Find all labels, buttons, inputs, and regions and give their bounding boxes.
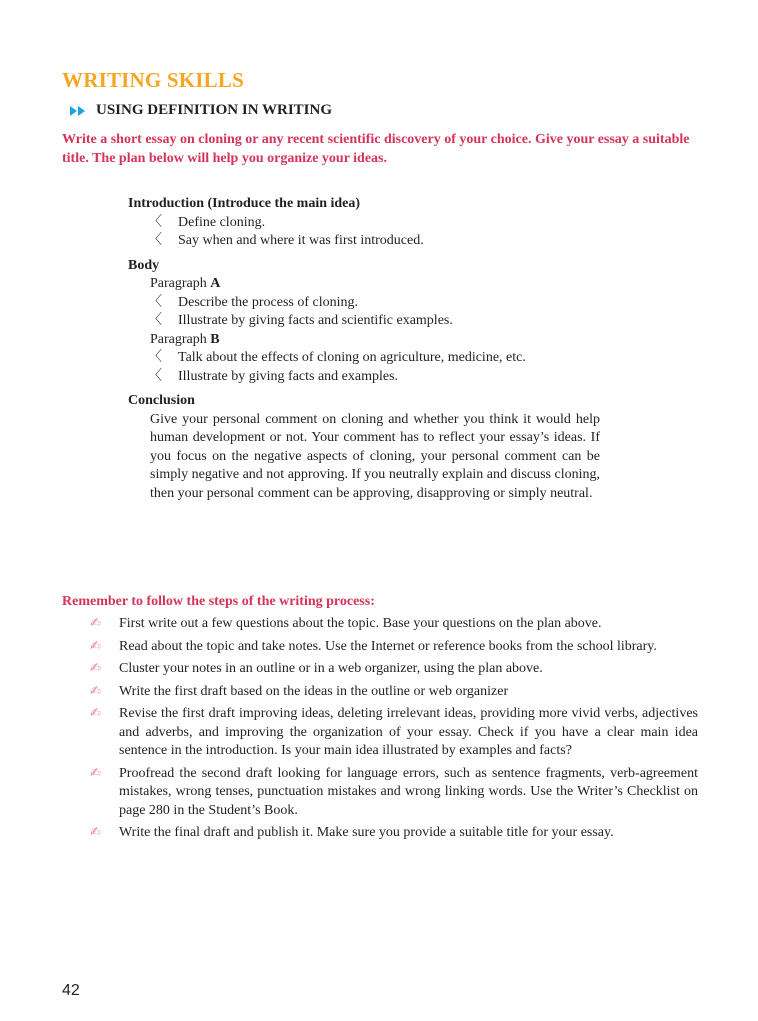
step-text: Read about the topic and take notes. Use the Internet or reference books from the school library. [119, 638, 657, 654]
item-text: Illustrate by giving facts and scientific examples. [178, 313, 453, 328]
step-text: First write out a few questions about the topic. Base your questions on the plan above. [119, 616, 602, 631]
angle-bullet-icon: 〈 [148, 350, 162, 365]
paragraph-b-label [128, 331, 608, 350]
angle-bullet-icon: 〈 [148, 233, 162, 248]
step-item [90, 824, 698, 843]
step-item [90, 660, 698, 679]
step-item [90, 705, 698, 761]
pen-icon: ✍ [90, 765, 101, 781]
angle-bullet-icon: 〈 [148, 214, 162, 230]
pen-icon: ✍ [90, 661, 101, 676]
process-heading: Remember to follow the steps of the writing process: [62, 594, 375, 609]
item-text: Illustrate by giving facts and examples. [178, 368, 399, 384]
conclusion-text: Give your personal comment on cloning and whether you think it would help human development or not. Your comment has to reflect your essay’s ideas. If you focus on the negative aspects of cloning, your personal comment can be simply negative and not approving. If you neutrally explain and discuss cloning, then your personal comment can be approving, disapproving or simply neutral. [150, 411, 600, 501]
step-text: Cluster your notes in an outline or in a web organizer, using the plan above. [119, 661, 543, 676]
item-text: Define cloning. [178, 214, 266, 230]
page-number: 42 [62, 982, 80, 999]
step-item [90, 638, 698, 657]
introduction-heading: Introduction (Introduce the main idea) [128, 196, 361, 211]
subtitle-text: USING DEFINITION IN WRITING [96, 102, 333, 118]
item-text: Talk about the effects of cloning on agriculture, medicine, etc. [178, 350, 526, 365]
pen-icon: ✍ [90, 683, 101, 699]
list-item [128, 232, 608, 251]
step-item [90, 615, 698, 634]
list-item [128, 349, 608, 368]
double-arrow-icon [68, 105, 88, 117]
angle-bullet-icon: 〈 [148, 313, 162, 328]
pen-icon: ✍ [90, 825, 101, 840]
paragraph-label: Paragraph [150, 276, 211, 291]
step-item [90, 765, 698, 821]
step-text: Revise the first draft improving ideas, deleting irrelevant ideas, providing more vivid verbs, adjectives and adverbs, and improving the organization of your essay. Check if you have a clear main idea sentence in the introduction. Is your main idea illustrated by examples and facts? [119, 706, 698, 758]
paragraph-label: Paragraph [150, 331, 211, 347]
instruction-text: Write a short essay on cloning or any recent scientific discovery of your choice. Give your essay a suitable title. The plan below will help you organize your ideas. [62, 132, 690, 166]
pen-icon: ✍ [90, 638, 101, 654]
list-item [128, 294, 608, 313]
angle-bullet-icon: 〈 [148, 294, 162, 310]
step-text: Write the final draft and publish it. Make sure you provide a suitable title for your essay. [119, 825, 614, 840]
list-item [128, 312, 608, 331]
step-text: Write the first draft based on the ideas in the outline or web organizer [119, 683, 509, 699]
conclusion-heading: Conclusion [128, 393, 195, 408]
item-text: Say when and where it was first introduced. [178, 233, 424, 248]
item-text: Describe the process of cloning. [178, 294, 358, 310]
paragraph-a-label [128, 275, 608, 294]
angle-bullet-icon: 〈 [148, 368, 162, 384]
step-text: Proofread the second draft looking for language errors, such as sentence fragments, verb-agreement mistakes, wrong tenses, punctuation mistakes and wrong linking words. Use the Writer’s Checklist on page 280 in the Student’s Book. [119, 765, 698, 818]
paragraph-letter: A [210, 276, 221, 291]
list-item [128, 368, 608, 387]
list-item [128, 214, 608, 233]
process-steps [90, 615, 698, 847]
paragraph-letter: B [210, 331, 220, 347]
step-item [90, 683, 698, 702]
body-heading: Body [128, 257, 160, 273]
pen-icon: ✍ [90, 706, 101, 721]
pen-icon: ✍ [90, 616, 101, 631]
section-title: WRITING SKILLS [62, 68, 244, 92]
section-subtitle [68, 102, 332, 119]
essay-plan [128, 195, 608, 503]
